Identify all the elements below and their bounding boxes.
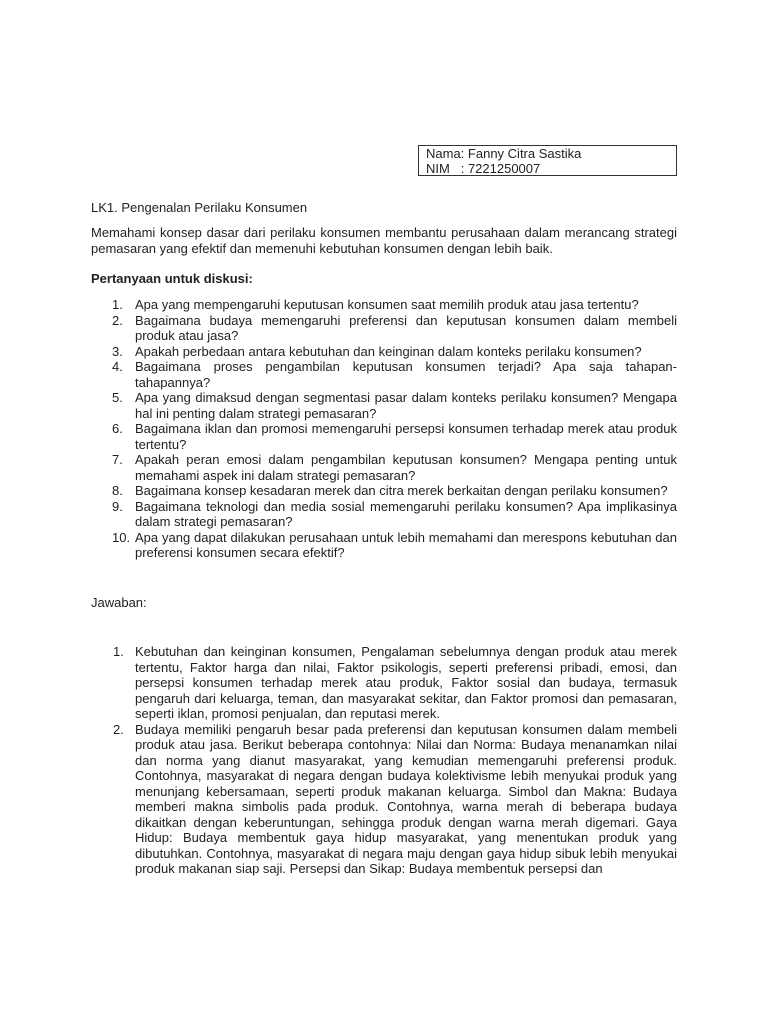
question-text: Bagaimana teknologi dan media sosial memengaruhi perilaku konsumen? Apa implikasinya dalam strategi pemasaran? [135, 498, 677, 529]
nim-label: NIM [426, 160, 450, 176]
question-number: 1. [112, 297, 123, 312]
question-item [91, 313, 677, 344]
question-text: Apa yang mempengaruhi keputusan konsumen saat memilih produk atau jasa tertentu? [135, 297, 639, 312]
question-item [91, 483, 677, 499]
answer-text: Budaya memiliki pengaruh besar pada preferensi dan keputusan konsumen dalam membeli produk atau jasa. Berikut beberapa contohnya: Nilai dan Norma: Budaya menanamkan nilai dan norma yang dianut masyarakat, yang kemudian memengaruhi preferensi produk. Contohnya, masyarakat di negara dengan budaya kolektivisme lebih menyukai produk yang menunjang kebersamaan, seperti produk makanan keluarga. Simbol dan Makna: Budaya memberi makna simbolis pada produk. Contohnya, warna merah di beberapa budaya dikaitkan dengan keberuntungan, sehingga produk dengan warna merah digemari. Gaya Hidup: Budaya membentuk gaya hidup masyarakat, yang menentukan produk yang dibutuhkan. Contohnya, masyarakat di negara maju dengan gaya hidup sibuk lebih menyukai produk makanan siap saji. Persepsi dan Sikap: Budaya membentuk persepsi dan [135, 721, 677, 876]
question-number: 9. [112, 498, 123, 514]
question-item [91, 452, 677, 483]
question-number: 4. [112, 359, 123, 374]
nim-separator: : [460, 160, 465, 176]
page-heading: LK1. Pengenalan Perilaku Konsumen [91, 200, 308, 215]
question-item [91, 499, 677, 530]
name-label: Nama: [426, 146, 465, 161]
answers-title: Jawaban: [91, 595, 147, 610]
question-number: 8. [112, 483, 123, 498]
question-text: Apa yang dimaksud dengan segmentasi pasar dalam konteks perilaku konsumen? Mengapa hal ini penting dalam strategi pemasaran? [135, 390, 677, 421]
answer-number: 2. [113, 721, 124, 737]
question-item [91, 421, 677, 452]
nim-value: 7221250007 [467, 160, 541, 176]
question-text: Apakah perbedaan antara kebutuhan dan keinginan dalam konteks perilaku konsumen? [135, 343, 642, 359]
questions-title: Pertanyaan untuk diskusi: [91, 271, 253, 286]
question-item [91, 297, 677, 313]
question-item [91, 359, 677, 390]
question-number: 3. [112, 343, 123, 359]
answers-list [91, 644, 677, 877]
question-text: Bagaimana konsep kesadaran merek dan citra merek berkaitan dengan perilaku konsumen? [135, 483, 668, 498]
name-row [426, 147, 676, 162]
question-text: Bagaimana budaya memengaruhi preferensi dan keputusan konsumen dalam membeli produk atau jasa? [135, 312, 677, 343]
answer-text: Kebutuhan dan keinginan konsumen, Pengalaman sebelumnya dengan produk atau merek tertentu, Faktor harga dan nilai, Faktor psikologis, seperti preferensi pribadi, emosi, dan persepsi konsumen terhadap merek atau produk, Faktor sosial dan budaya, termasuk pengaruh dari keluarga, teman, dan masyarakat sekitar, dan Faktor promosi dan pemasaran, seperti iklan, promosi penjualan, dan reputasi merek. [135, 644, 677, 721]
question-text: Apakah peran emosi dalam pengambilan keputusan konsumen? Mengapa penting untuk memahami aspek ini dalam strategi pemasaran? [135, 452, 677, 483]
questions-list [91, 297, 677, 561]
nim-row [426, 162, 676, 177]
answer-item [91, 644, 677, 722]
question-text: Bagaimana iklan dan promosi memengaruhi persepsi konsumen terhadap merek atau produk tertentu? [135, 421, 677, 452]
question-text: Apa yang dapat dilakukan perusahaan untuk lebih memahami dan merespons kebutuhan dan preferensi konsumen secara efektif? [135, 529, 677, 560]
answer-number: 1. [113, 644, 124, 659]
answer-item [91, 722, 677, 877]
question-text: Bagaimana proses pengambilan keputusan konsumen terjadi? Apa saja tahapan-tahapannya? [135, 359, 677, 390]
question-number: 5. [112, 390, 123, 405]
question-number: 6. [112, 421, 123, 436]
question-item [91, 390, 677, 421]
intro-paragraph: Memahami konsep dasar dari perilaku konsumen membantu perusahaan dalam merancang strategi pemasaran yang efektif dan memenuhi kebutuhan konsumen dengan lebih baik. [91, 225, 677, 256]
identity-box [418, 145, 677, 176]
question-number: 10. [112, 529, 131, 545]
name-value: Fanny Citra Sastika [467, 146, 582, 161]
question-number: 2. [112, 312, 123, 328]
question-item [91, 344, 677, 360]
question-number: 7. [112, 452, 123, 467]
question-item [91, 530, 677, 561]
